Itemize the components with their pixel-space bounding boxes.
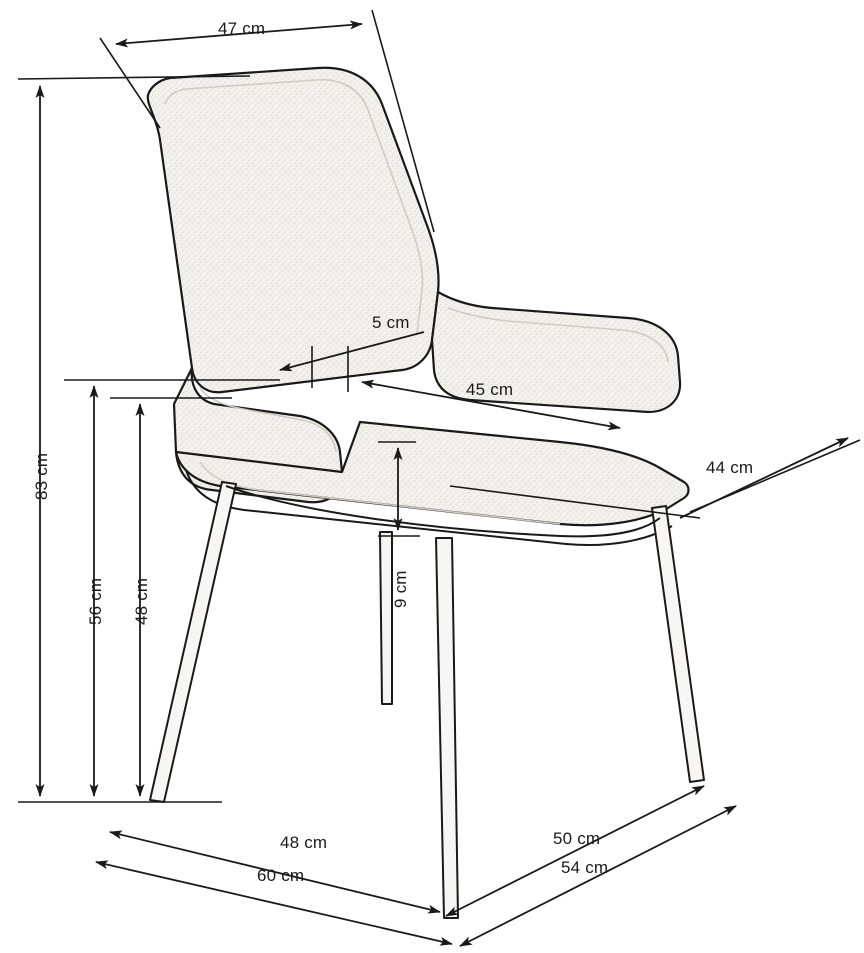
dim-label-backrest-width: 47 cm	[218, 19, 266, 38]
dim-label-seat-back-height: 48 cm	[132, 577, 151, 625]
chair-backrest	[148, 68, 439, 392]
dim-44	[680, 438, 848, 518]
dim-label-overall-depth: 60 cm	[257, 866, 305, 885]
dim-label-overall-width: 54 cm	[561, 858, 609, 877]
dim-label-seat-depth-floor: 48 cm	[280, 833, 328, 852]
chair-leg-front-left	[150, 482, 236, 802]
chair-leg-front-right	[652, 506, 704, 782]
dim-label-armrest-gap: 5 cm	[372, 313, 410, 332]
dim-label-total-height: 83 cm	[32, 452, 51, 500]
dim-50	[446, 786, 704, 916]
chair-leg-rear-center	[436, 538, 458, 918]
chair-illustration	[148, 68, 704, 918]
dim-label-seat-width: 45 cm	[466, 380, 514, 399]
dim-label-seat-depth-side: 44 cm	[706, 458, 754, 477]
dim-label-armrest-height: 56 cm	[86, 577, 105, 625]
ext-47-left	[100, 38, 160, 128]
dim-label-stretcher-height: 9 cm	[391, 570, 410, 608]
dim-label-leg-spread: 50 cm	[553, 829, 601, 848]
chair-leg-rear-left	[380, 532, 392, 704]
